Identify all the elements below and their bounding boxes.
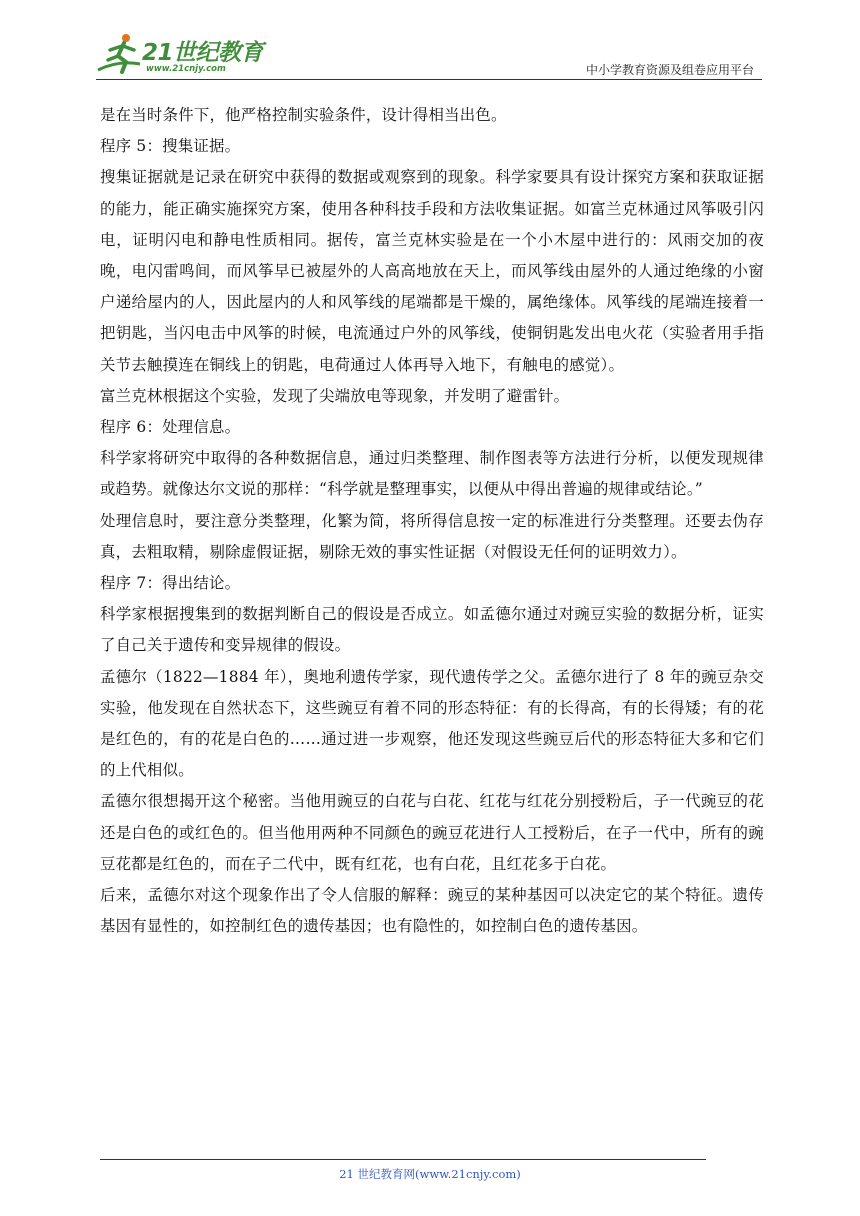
page-header: [96, 30, 760, 80]
paragraph: 富兰克林根据这个实验，发现了尖端放电等现象，并发明了避雷针。: [100, 386, 570, 405]
logo: [96, 30, 276, 78]
logo-url: www.21cnjy.com: [146, 64, 226, 74]
footer-link[interactable]: 21 世纪教育网(www.21cnjy.com): [339, 1167, 521, 1181]
paragraph: 科学家将研究中取得的各种数据信息，通过归类整理、制作图表等方法进行分析，以便发现规律或趋势。就像达尔文说的那样：“科学就是整理事实，以便从中得出普遍的规律或结论。”: [100, 449, 764, 499]
section-heading-7: 程序 7：得出结论。: [100, 574, 241, 593]
paragraph: 后来，孟德尔对这个现象作出了令人信服的解释：豌豆的某种基因可以决定它的某个特征。遗传基因有显性的，如控制红色的遗传基因；也有隐性的，如控制白色的遗传基因。: [100, 886, 764, 936]
runner-logo-icon: [96, 30, 144, 78]
header-platform-text: 中小学教育资源及组卷应用平台: [585, 63, 754, 77]
section-heading-5: 程序 5：搜集证据。: [100, 137, 241, 156]
header-divider: [96, 79, 762, 80]
paragraph: 孟德尔很想揭开这个秘密。当他用豌豆的白花与白花、红花与红花分别授粉后，子一代豌豆的花还是白色的或红色的。但当他用两种不同颜色的豌豆花进行人工授粉后，在子一代中，所有的豌豆花都是红色的，而在子二代中，既有红花，也有白花，且红花多于白花。: [100, 792, 764, 873]
logo-title: 21世纪教育: [142, 40, 264, 66]
paragraph: 处理信息时，要注意分类整理，化繁为简，将所得信息按一定的标准进行分类整理。还要去伪存真，去粗取精，剔除虚假证据，剔除无效的事实性证据（对假设无任何的证明效力）。: [100, 511, 764, 561]
section-heading-6: 程序 6：处理信息。: [100, 418, 241, 437]
footer-divider: [100, 1159, 706, 1160]
document-body: [100, 100, 764, 942]
paragraph: 孟德尔（1822—1884 年），奥地利遗传学家，现代遗传学之父。孟德尔进行了 8 年的豌豆杂交实验，他发现在自然状态下，这些豌豆有着不同的形态特征：有的长得高，有的长得矮；有的花是红色的，有的花是白色的……通过进一步观察，他还发现这些豌豆后代的形态特征大多和它们的上代相似。: [100, 667, 764, 780]
paragraph: 是在当时条件下，他严格控制实验条件，设计得相当出色。: [100, 106, 507, 124]
paragraph: 科学家根据搜集到的数据判断自己的假设是否成立。如孟德尔通过对豌豆实验的数据分析，证实了自己关于遗传和变异规律的假设。: [100, 605, 764, 655]
paragraph: 搜集证据就是记录在研究中获得的数据或观察到的现象。科学家要具有设计探究方案和获取证据的能力，能正确实施探究方案，使用各种科技手段和方法收集证据。如富兰克林通过风筝吸引闪电，证明闪电和静电性质相同。据传，富兰克林实验是在一个小木屋中进行的：风雨交加的夜晚，电闪雷鸣间，而风筝早已被屋外的人高高地放在天上，而风筝线由屋外的人通过绝缘的小窗户递给屋内的人，因此屋内的人和风筝线的尾端都是干燥的，属绝缘体。风筝线的尾端连接着一把钥匙，当闪电击中风筝的时候，电流通过户外的风筝线，使铜钥匙发出电火花（实验者用手指关节去触摸连在铜线上的钥匙，电荷通过人体再导入地下，有触电的感觉）。: [100, 168, 764, 374]
